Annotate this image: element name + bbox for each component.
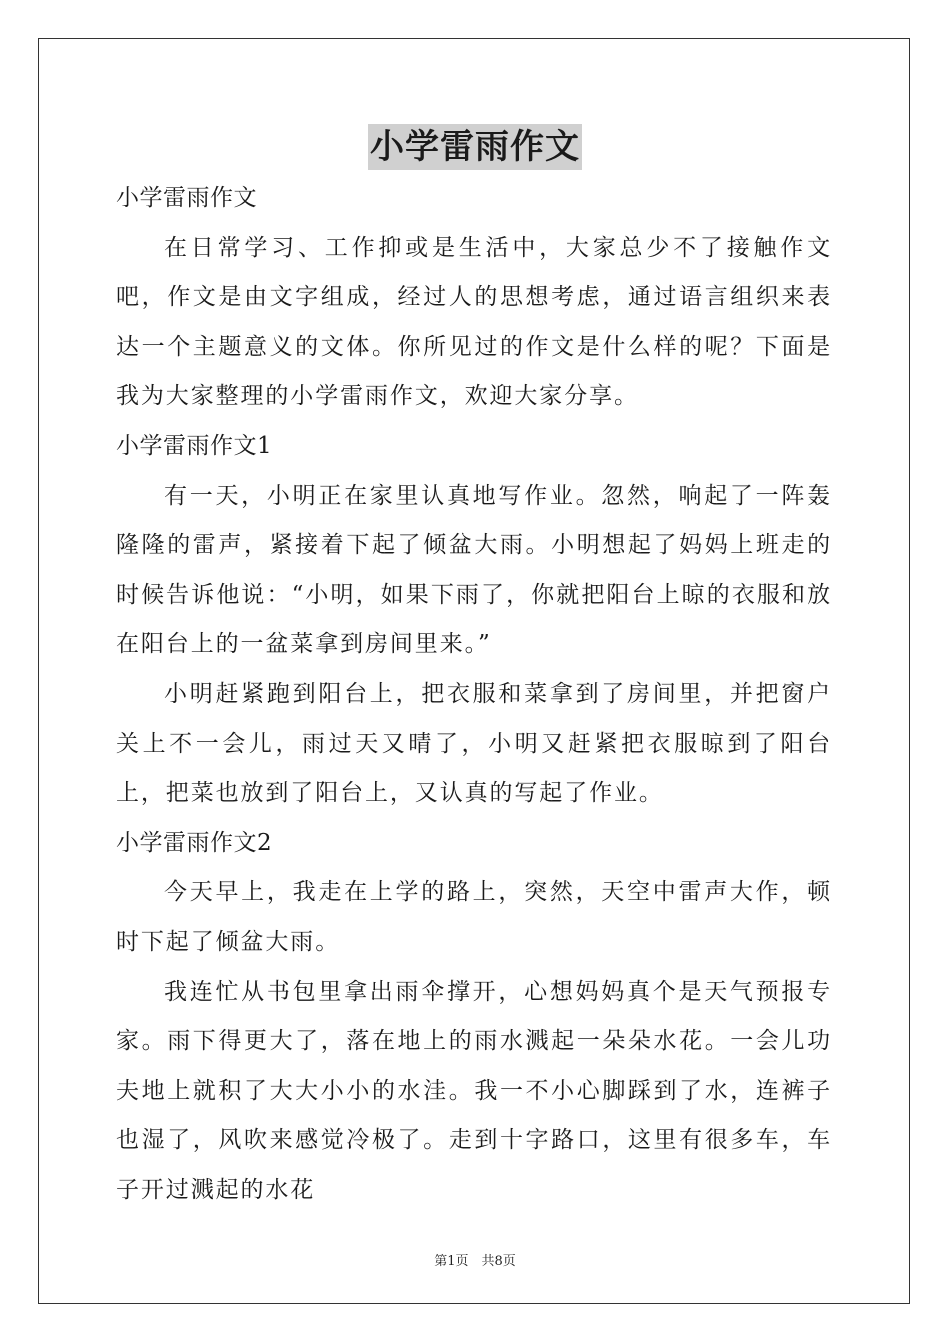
section-1-paragraph-1: 有一天，小明正在家里认真地写作业。忽然，响起了一阵轰隆隆的雷声，紧接着下起了倾盆大雨。小明想起了妈妈上班走的时候告诉他说：“小明，如果下雨了，你就把阳台上晾的衣服和放在阳台上的一盆菜拿到房间里来。” xyxy=(116,482,832,658)
section-2-paragraph-1: 今天早上，我走在上学的路上，突然，天空中雷声大作，顿时下起了倾盆大雨。 xyxy=(116,879,832,955)
document-subtitle: 小学雷雨作文 xyxy=(116,185,257,211)
section-1-heading: 小学雷雨作文1 xyxy=(116,432,273,459)
document-body xyxy=(116,174,832,1215)
section-2-paragraph-2: 我连忙从书包里拿出雨伞撑开，心想妈妈真个是天气预报专家。雨下得更大了，落在地上的雨水溅起一朵朵水花。一会儿功夫地上就积了大大小小的水洼。我一不小心脚踩到了水，连裤子也湿了，风吹来感觉冷极了。走到十字路口，这里有很多车，车子开过溅起的水花 xyxy=(116,978,832,1203)
intro-paragraph: 在日常学习、工作抑或是生活中，大家总少不了接触作文吧，作文是由文字组成，经过人的思想考虑，通过语言组织来表达一个主题意义的文体。你所见过的作文是什么样的呢？下面是我为大家整理的小学雷雨作文，欢迎大家分享。 xyxy=(116,234,832,410)
document-title: 小学雷雨作文 xyxy=(368,124,582,170)
section-2-heading: 小学雷雨作文2 xyxy=(116,829,273,856)
title-container xyxy=(0,124,950,170)
page-footer: 第1页 共8页 xyxy=(434,1254,516,1269)
section-1-paragraph-2: 小明赶紧跑到阳台上，把衣服和菜拿到了房间里，并把窗户关上不一会儿，雨过天又晴了，小明又赶紧把衣服晾到了阳台上，把菜也放到了阳台上，又认真的写起了作业。 xyxy=(116,680,832,807)
